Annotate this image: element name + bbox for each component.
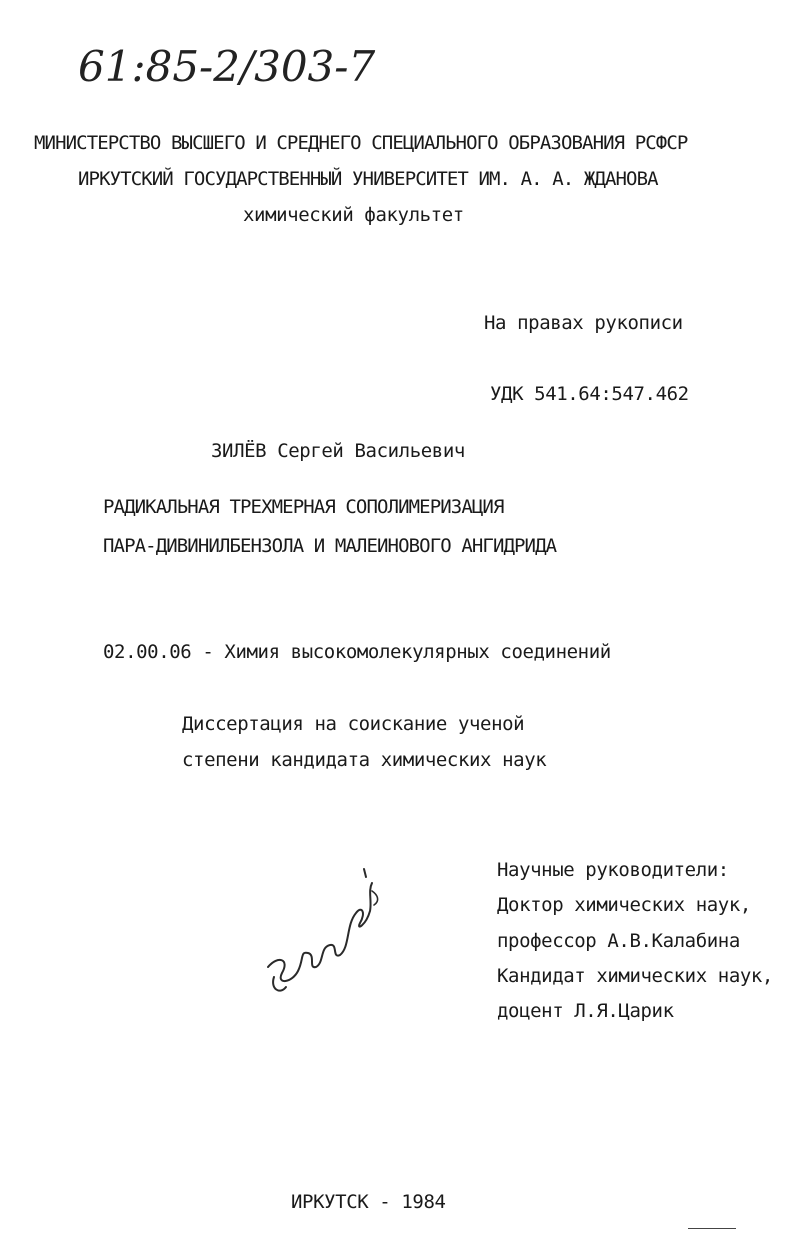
supervisor-line-1: Доктор химических наук, (497, 894, 751, 916)
supervisor-line-2: профессор А.В.Калабина (497, 930, 740, 952)
dissertation-line-1: Диссертация на соискание ученой (182, 713, 525, 735)
city-year: ИРКУТСК - 1984 (291, 1191, 446, 1213)
rights-notice: На правах рукописи (484, 312, 683, 334)
supervisor-line-3: Кандидат химических наук, (497, 965, 773, 987)
author-signature (260, 855, 390, 1005)
specialty-line: 02.00.06 - Химия высокомолекулярных соединений (103, 641, 611, 663)
dissertation-line-2: степени кандидата химических наук (182, 749, 547, 771)
university-line: ИРКУТСКИЙ ГОСУДАРСТВЕННЫЙ УНИВЕРСИТЕТ ИМ. А. А. ЖДАНОВА (78, 168, 658, 190)
author-name: ЗИЛЁВ Сергей Васильевич (211, 440, 465, 462)
title-line-1: РАДИКАЛЬНАЯ ТРЕХМЕРНАЯ СОПОЛИМЕРИЗАЦИЯ (103, 496, 504, 518)
archive-number: 61:85-2/303-7 (78, 42, 376, 91)
title-line-2: ПАРА-ДИВИНИЛБЕНЗОЛА И МАЛЕИНОВОГО АНГИДРИДА (103, 535, 557, 557)
supervisor-line-4: доцент Л.Я.Царик (497, 1000, 674, 1022)
udk-code: УДК 541.64:547.462 (490, 383, 689, 405)
bottom-mark (688, 1228, 736, 1229)
supervisors-heading: Научные руководители: (497, 859, 729, 881)
ministry-line: МИНИСТЕРСТВО ВЫСШЕГО И СРЕДНЕГО СПЕЦИАЛЬНОГО ОБРАЗОВАНИЯ РСФСР (34, 132, 688, 154)
faculty-line: химический факультет (243, 204, 464, 226)
